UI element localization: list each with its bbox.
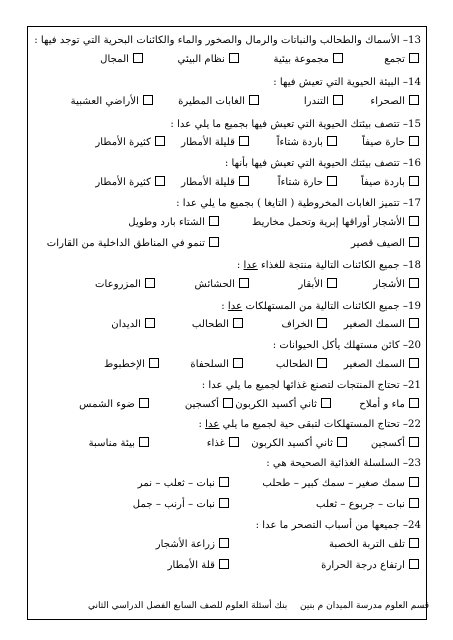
option[interactable]: الأشجار أوراقها إبرية وتحمل مخاريط [252,216,419,230]
option[interactable]: الخراف [281,318,327,332]
question-21: 21– تحتاج المنتجات لتصنع غذائها لجميع ما يلي عدا : [201,380,421,391]
option[interactable]: المزروعات [95,278,155,292]
question-19: 19– جميع الكائنات التالية من المستهلكات عدا : [221,301,421,312]
checkbox[interactable] [333,95,343,105]
checkbox[interactable] [209,237,219,247]
checkbox[interactable] [229,53,239,63]
option[interactable]: الأراضي العشبية [71,95,153,109]
checkbox[interactable] [409,278,419,288]
option[interactable]: تنمو في المناطق الداخلية من القارات [47,237,219,251]
question-16: 16– تتصف بيئتك الحيوية التي تعيش فيها بأنها : [224,158,421,169]
checkbox[interactable] [219,498,229,508]
option[interactable]: ارتفاع درجة الحرارة [321,559,419,573]
checkbox[interactable] [409,538,419,548]
checkbox[interactable] [321,398,331,408]
option[interactable]: نظام البيئي [178,53,240,67]
checkbox[interactable] [409,318,419,328]
option[interactable]: الصيف قصير [351,237,419,251]
question-23: 23– السلسلة الغذائية الصحيحة هي : [266,458,421,469]
checkbox[interactable] [317,358,327,368]
checkbox[interactable] [317,318,327,328]
checkbox[interactable] [409,437,419,447]
checkbox[interactable] [149,358,159,368]
option[interactable]: الحشائش [194,278,249,292]
checkbox[interactable] [327,176,337,186]
option[interactable]: حارة صيفاً [362,136,419,150]
checkbox[interactable] [139,398,149,408]
checkbox[interactable] [409,53,419,63]
question-14: 14– البيئة الحيوية التي تعيش فيها : [273,77,421,88]
checkbox[interactable] [145,318,155,328]
checkbox[interactable] [409,237,419,247]
question-18: 18– جميع الكائنات التالية منتجة للغذاء عدا : [236,260,421,271]
option[interactable]: باردة صيفاً [361,176,419,190]
checkbox[interactable] [409,176,419,186]
option[interactable]: نبات – أرنب – جمل [133,498,229,512]
option[interactable]: الأبقار [298,278,337,292]
option[interactable]: زراعة الأشجار [156,538,229,552]
question-text: الأسماك والطحالب والنباتات والرمال والصخور والماء والكائنات البحرية التي توجد فيها : [34,35,400,46]
option[interactable]: نبات – ثعلب – نمر [138,477,229,491]
option[interactable]: تجمع [384,53,419,67]
option[interactable]: السلحفاة [190,358,243,372]
option[interactable]: نبات – جربوع – ثعلب [316,498,419,512]
option[interactable]: ثاني أكسيد الكربون [235,398,331,412]
checkbox[interactable] [155,136,165,146]
checkbox[interactable] [327,136,337,146]
checkbox[interactable] [409,216,419,226]
checkbox[interactable] [409,398,419,408]
option[interactable]: ماء و أملاح [359,398,419,412]
checkbox[interactable] [145,278,155,288]
checkbox[interactable] [239,176,249,186]
checkbox[interactable] [219,559,229,569]
question-13: 13– الأسماك والطحالب والنباتات والرمال والصخور والماء والكائنات البحرية التي توجد فيها : [34,35,421,46]
option[interactable]: الديدان [111,318,155,332]
footer-title: بنك أسئلة العلوم للصف السابع الفصل الدراسي الثاني [88,601,288,611]
option[interactable]: السمك الصغير [344,358,419,372]
checkbox[interactable] [233,318,243,328]
option[interactable]: ضوء الشمس [79,398,149,412]
checkbox[interactable] [219,477,229,487]
checkbox[interactable] [409,559,419,569]
option[interactable]: أكسجين [371,437,419,451]
option[interactable]: مجموعة بيئية [274,53,343,67]
checkbox[interactable] [409,95,419,105]
option[interactable]: التندرا [304,95,343,109]
option[interactable]: باردة شتاءاً [277,136,337,150]
checkbox[interactable] [409,136,419,146]
checkbox[interactable] [133,53,143,63]
option[interactable]: الأشجار [373,278,419,292]
option[interactable]: الشتاء بارد وطويل [128,216,219,230]
checkbox[interactable] [333,53,343,63]
checkbox[interactable] [143,95,153,105]
question-15: 15– تتصف بيئتك الحيوية التي تعيش فيها بجميع ما يلي عدا : [170,119,421,130]
checkbox[interactable] [209,216,219,226]
footer-school: قسم العلوم مدرسة الميدان م بنين [300,601,430,611]
option[interactable]: بيئة مناسبة [89,437,149,451]
option[interactable]: الغابات المطيرة [178,95,259,109]
option[interactable]: الصحراء [370,95,419,109]
checkbox[interactable] [239,136,249,146]
checkbox[interactable] [239,278,249,288]
checkbox[interactable] [219,538,229,548]
checkbox[interactable] [233,358,243,368]
option[interactable]: الطحالب [276,358,327,372]
option[interactable]: ثاني أكسيد الكربون [251,437,347,451]
option[interactable]: قليلة الأمطار [181,136,249,150]
option[interactable]: السمك الصغير [344,318,419,332]
option[interactable]: الإخطبوط [104,358,159,372]
option[interactable]: حارة شتاءاً [278,176,337,190]
option[interactable]: الطحالب [192,318,243,332]
question-17: 17– تتميز الغابات المخروطية ( التايغا ) بجميع ما يلي عدا : [176,198,421,209]
option[interactable]: أكسجين [185,398,233,412]
checkbox[interactable] [327,278,337,288]
question-22: 22– تحتاج المستهلكات لتبقى حية لجميع ما يلي عدا : [198,419,421,430]
option[interactable]: غذاء [207,437,239,451]
checkbox[interactable] [409,358,419,368]
option[interactable]: قليلة الأمطار [181,176,249,190]
checkbox[interactable] [229,437,239,447]
checkbox[interactable] [223,398,233,408]
checkbox[interactable] [409,477,419,487]
checkbox[interactable] [409,498,419,508]
option[interactable]: كثيرة الأمطار [95,176,165,190]
option[interactable]: سمك صغير – سمك كبير – طحلب [262,477,419,491]
option[interactable]: كثيرة الأمطار [95,136,165,150]
checkbox[interactable] [155,176,165,186]
option[interactable]: المجال [100,53,143,67]
question-20: 20– كائن مستهلك يأكل الحيوانات : [272,340,421,351]
option[interactable]: قلة الأمطار [168,559,229,573]
checkbox[interactable] [337,437,347,447]
checkbox[interactable] [249,95,259,105]
option[interactable]: تلف التربة الخصبة [329,538,419,552]
checkbox[interactable] [139,437,149,447]
question-24: 24– جميعها من أسباب التصحر ما عدا : [255,520,421,531]
